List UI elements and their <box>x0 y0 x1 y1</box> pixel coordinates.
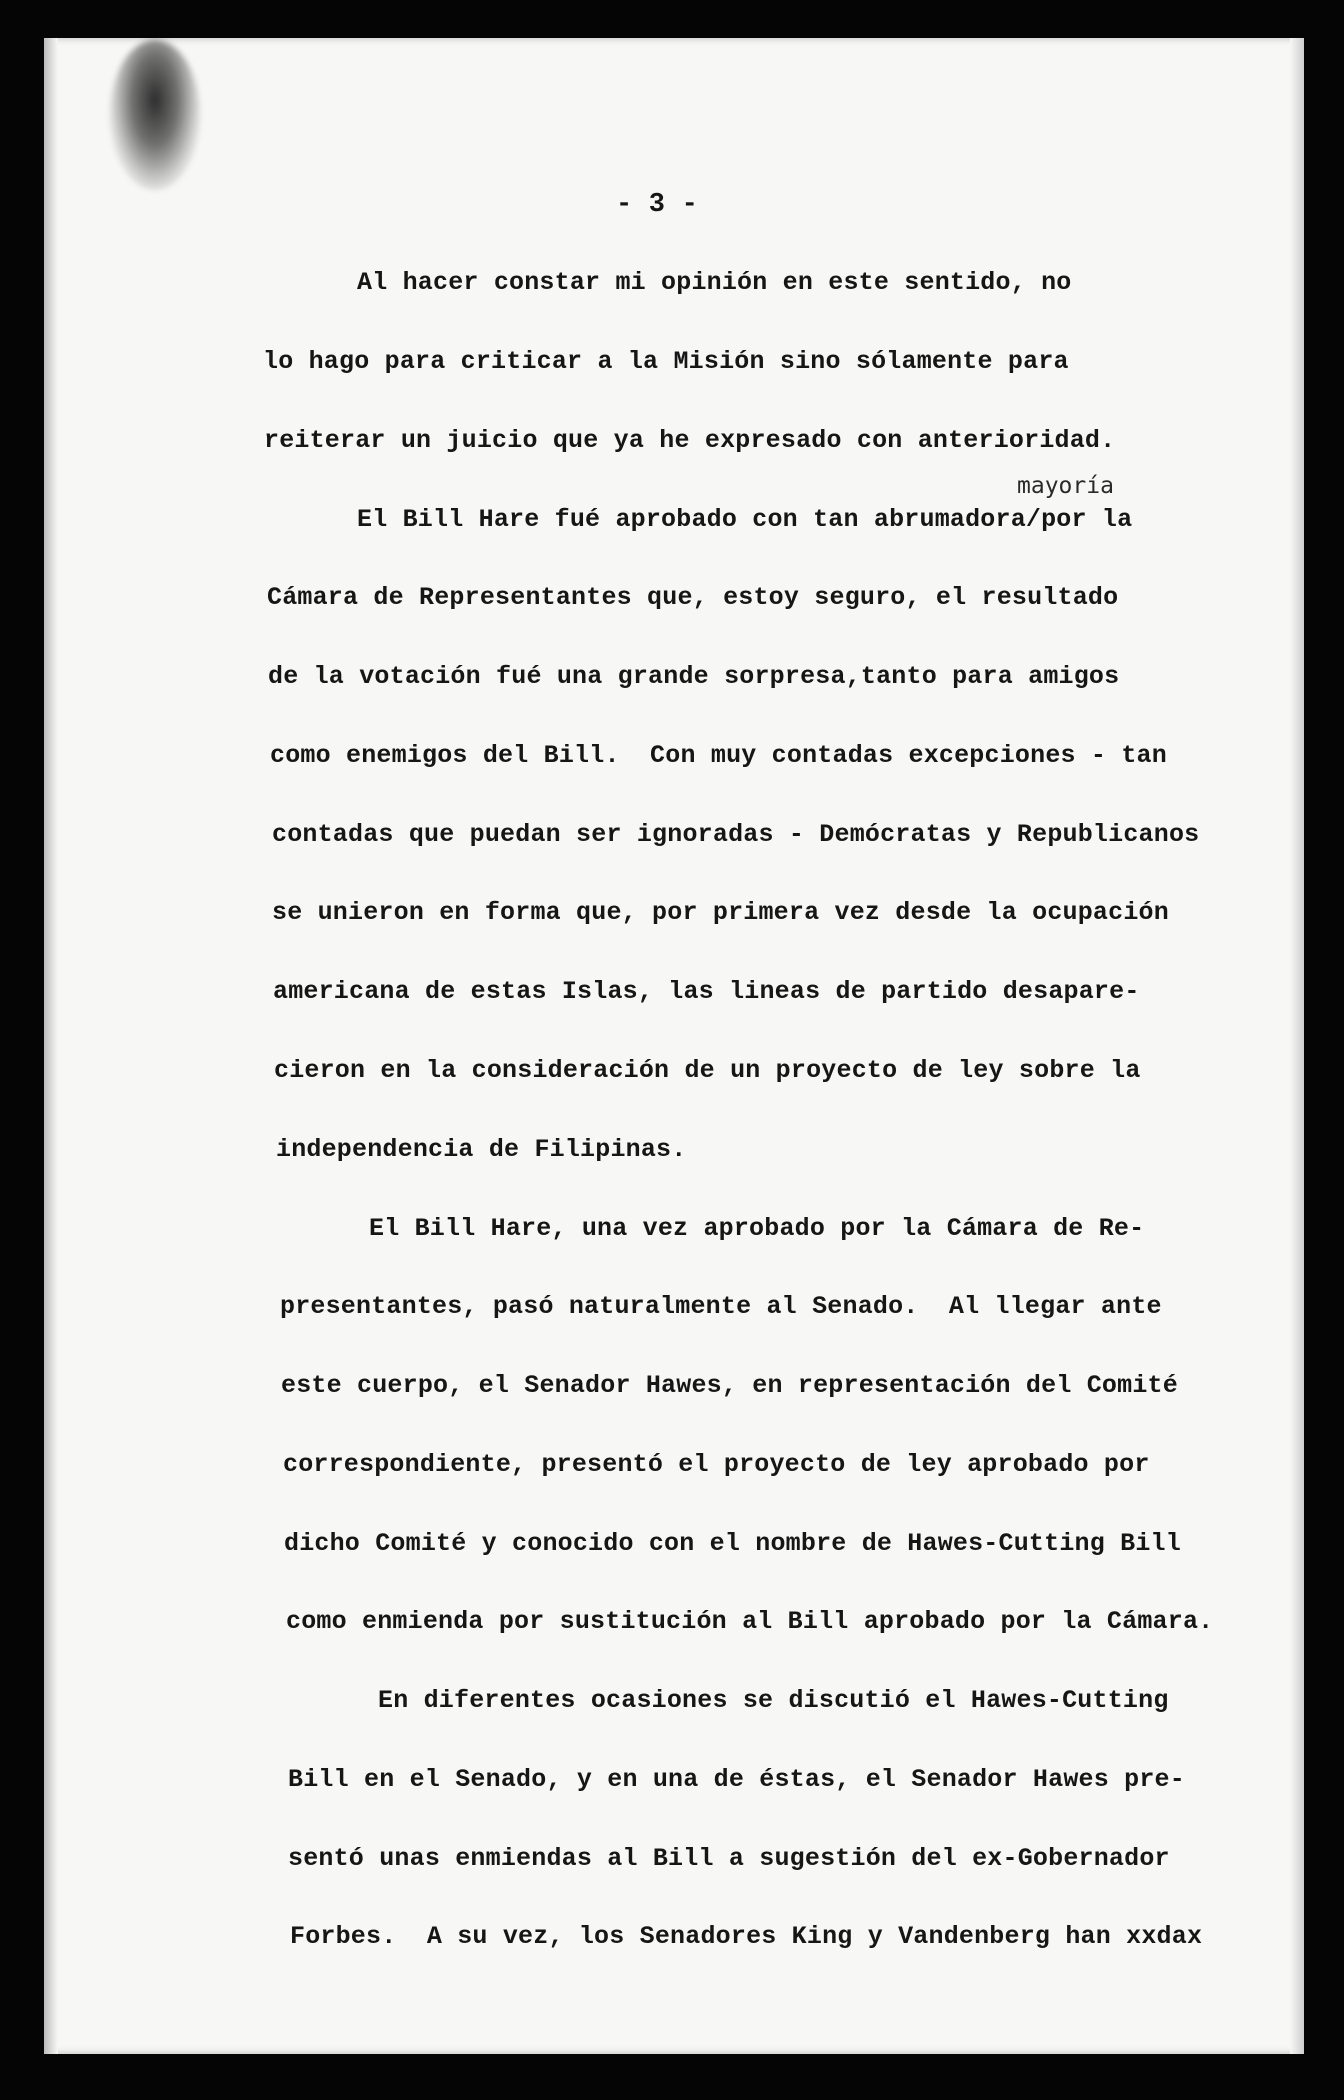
text-line-8: contadas que puedan ser ignoradas - Demócratas y Republicanos <box>272 820 1200 849</box>
text-line-3: reiterar un juicio que ya he expresado con anterioridad. <box>264 426 1116 455</box>
page-left-edge <box>44 38 58 2054</box>
text-line-2: lo hago para criticar a la Misión sino sólamente para <box>263 347 1069 376</box>
text-line-6: de la votación fué una grande sorpresa,tanto para amigos <box>268 662 1120 691</box>
paper-page <box>44 38 1302 2054</box>
text-line-20: Bill en el Senado, y en una de éstas, el Senador Hawes pre- <box>288 1765 1185 1794</box>
text-line-12: independencia de Filipinas. <box>276 1135 687 1164</box>
ink-smudge <box>110 40 200 190</box>
text-line-13: El Bill Hare, una vez aprobado por la Cámara de Re- <box>369 1214 1145 1243</box>
text-line-18: como enmienda por sustitución al Bill aprobado por la Cámara. <box>286 1607 1214 1636</box>
text-line-14: presentantes, pasó naturalmente al Senado. Al llegar ante <box>280 1292 1162 1321</box>
text-line-21: sentó unas enmiendas al Bill a sugestión del ex-Gobernador <box>288 1844 1170 1873</box>
text-line-7: como enemigos del Bill. Con muy contadas excepciones - tan <box>270 741 1167 770</box>
text-line-17: dicho Comité y conocido con el nombre de Hawes-Cutting Bill <box>284 1529 1181 1558</box>
text-line-10: americana de estas Islas, las lineas de partido desapare- <box>273 977 1140 1006</box>
text-line-5: Cámara de Representantes que, estoy seguro, el resultado <box>267 583 1119 612</box>
text-line-11: cieron en la consideración de un proyecto de ley sobre la <box>274 1056 1141 1085</box>
text-line-9: se unieron en forma que, por primera vez desde la ocupación <box>272 898 1169 927</box>
text-line-15: este cuerpo, el Senador Hawes, en representación del Comité <box>281 1371 1178 1400</box>
text-line-16: correspondiente, presentó el proyecto de ley aprobado por <box>283 1450 1150 1479</box>
text-line-19: En diferentes ocasiones se discutió el Hawes-Cutting <box>378 1686 1169 1715</box>
page-right-edge <box>1290 38 1304 2054</box>
text-line-1: Al hacer constar mi opinión en este sentido, no <box>357 268 1072 297</box>
handwritten-insert: mayoría <box>1017 473 1114 499</box>
text-line-22: Forbes. A su vez, los Senadores King y Vandenberg han xxdax <box>290 1922 1203 1951</box>
text-line-4: El Bill Hare fué aprobado con tan abrumadora/por la <box>357 505 1133 534</box>
page-number: - 3 - <box>616 190 699 220</box>
